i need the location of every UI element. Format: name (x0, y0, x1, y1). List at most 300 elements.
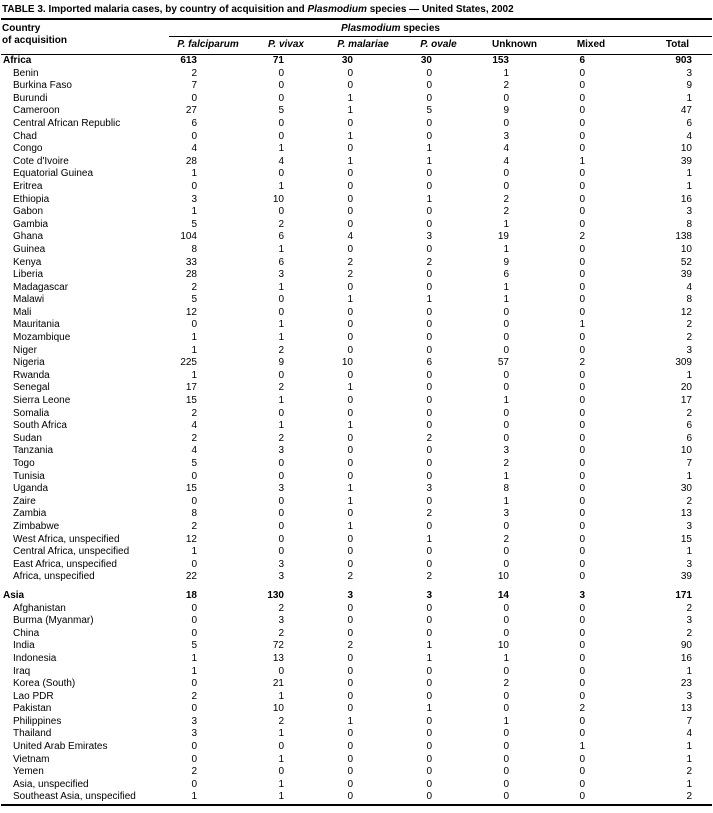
case-count-value: 0 (191, 678, 197, 690)
column-header-p-malariae: P. malariae (325, 37, 401, 55)
country-row (1, 332, 712, 345)
case-count-value: 20 (680, 382, 692, 394)
case-count-value: 0 (278, 458, 284, 469)
case-count-value: 10 (272, 703, 284, 715)
case-count-value: 1 (278, 281, 284, 293)
country-name: Burundi (13, 92, 48, 104)
case-count-value: 2 (503, 533, 509, 545)
case-count-value: 0 (278, 508, 284, 520)
case-count-value: 0 (278, 407, 284, 419)
case-count-value: 10 (497, 571, 509, 583)
country-name: China (13, 627, 40, 639)
case-count-value: 1 (191, 344, 197, 356)
case-count-value: 4 (686, 130, 692, 142)
country-name: Yemen (13, 766, 44, 778)
case-count-value: 1 (503, 495, 509, 507)
country-row (1, 653, 712, 666)
case-count-value: 0 (579, 766, 585, 778)
country-name: Vietnam (13, 753, 50, 765)
case-count-value: 0 (426, 470, 432, 482)
case-count-value: 4 (503, 155, 509, 167)
case-count-value: 1 (191, 546, 197, 558)
case-count-value: 0 (426, 67, 432, 79)
case-count-value: 0 (426, 306, 432, 318)
case-count-value: 21 (272, 678, 284, 690)
case-count-value: 138 (675, 231, 692, 243)
case-count-value: 0 (278, 369, 284, 381)
case-count-value: 5 (426, 105, 432, 117)
case-count-value: 3 (191, 728, 197, 740)
case-count-value: 0 (579, 168, 585, 180)
country-name: Benin (13, 67, 39, 79)
case-count-value: 0 (347, 602, 353, 614)
case-count-value: 0 (503, 741, 509, 753)
country-row (1, 521, 712, 534)
country-column-header (1, 19, 169, 55)
table-title-prefix: TABLE 3. Imported malaria cases, by country of acquisition and (2, 4, 308, 15)
case-count-value: 5 (191, 458, 197, 469)
case-count-value: 0 (278, 92, 284, 104)
country-row (1, 345, 712, 358)
case-count-value: 0 (579, 483, 585, 495)
case-count-value: 0 (191, 778, 197, 790)
case-count-value: 0 (503, 369, 509, 381)
case-count-value: 0 (426, 627, 432, 639)
case-count-value: 1 (278, 395, 284, 407)
case-count-value: 0 (579, 665, 585, 677)
case-count-value: 0 (191, 495, 197, 507)
case-count-value: 0 (579, 470, 585, 482)
case-count-value: 0 (426, 678, 432, 690)
case-count-value: 0 (503, 615, 509, 627)
case-count-value: 1 (347, 520, 353, 532)
region-total-value: 30 (341, 55, 353, 66)
country-name: Rwanda (13, 369, 50, 381)
case-count-value: 9 (503, 256, 509, 268)
case-count-value: 1 (503, 67, 509, 79)
region-total-value: 130 (267, 589, 284, 601)
region-total-value: 613 (180, 55, 197, 66)
case-count-value: 0 (347, 741, 353, 753)
country-row (1, 68, 712, 81)
case-count-value: 1 (347, 495, 353, 507)
case-count-value: 0 (347, 143, 353, 155)
case-count-value: 8 (686, 218, 692, 230)
case-count-value: 0 (579, 778, 585, 790)
country-row (1, 168, 712, 181)
case-count-value: 2 (579, 703, 585, 715)
case-count-value: 0 (191, 130, 197, 142)
case-count-value: 1 (347, 130, 353, 142)
country-name: Senegal (13, 382, 50, 394)
country-name: India (13, 640, 35, 652)
country-name: Congo (13, 143, 43, 155)
case-count-value: 0 (347, 319, 353, 331)
case-count-value: 1 (347, 382, 353, 394)
column-header-p-falciparum: P. falciparum (169, 37, 247, 55)
country-name: Southeast Asia, unspecified (13, 791, 136, 803)
case-count-value: 0 (191, 627, 197, 639)
case-count-value: 2 (426, 432, 432, 444)
case-count-value: 1 (686, 546, 692, 558)
case-count-value: 1 (191, 665, 197, 677)
case-count-value: 0 (579, 281, 585, 293)
case-count-value: 9 (686, 80, 692, 92)
case-count-value: 2 (686, 407, 692, 419)
case-count-value: 2 (503, 678, 509, 690)
case-count-value: 0 (503, 778, 509, 790)
case-count-value: 0 (191, 470, 197, 482)
case-count-value: 0 (426, 615, 432, 627)
case-count-value: 0 (426, 420, 432, 432)
case-count-value: 0 (426, 344, 432, 356)
case-count-value: 0 (579, 269, 585, 281)
case-count-value: 0 (579, 420, 585, 432)
case-count-value: 0 (579, 458, 585, 469)
country-row (1, 294, 712, 307)
case-count-value: 90 (680, 640, 692, 652)
case-count-value: 2 (191, 520, 197, 532)
country-row (1, 282, 712, 295)
case-count-value: 0 (191, 319, 197, 331)
case-count-value: 0 (579, 678, 585, 690)
case-count-value: 0 (579, 652, 585, 664)
country-row (1, 143, 712, 156)
case-count-value: 2 (686, 332, 692, 344)
case-count-value: 39 (680, 155, 692, 167)
case-count-value: 0 (278, 741, 284, 753)
case-count-value: 1 (278, 420, 284, 432)
case-count-value: 0 (191, 558, 197, 570)
case-count-value: 0 (347, 690, 353, 702)
case-count-value: 10 (497, 640, 509, 652)
case-count-value: 2 (191, 407, 197, 419)
case-count-value: 13 (680, 703, 692, 715)
case-count-value: 0 (579, 344, 585, 356)
case-count-value: 0 (347, 678, 353, 690)
case-count-value: 8 (191, 508, 197, 520)
case-count-value: 27 (185, 105, 197, 117)
column-header-unknown: Unknown (476, 37, 553, 55)
case-count-value: 0 (503, 117, 509, 129)
case-count-value: 3 (686, 690, 692, 702)
case-count-value: 1 (347, 105, 353, 117)
case-count-value: 0 (278, 533, 284, 545)
case-count-value: 2 (503, 206, 509, 218)
case-count-value: 0 (426, 168, 432, 180)
case-count-value: 0 (426, 458, 432, 469)
region-total-value: 3 (347, 589, 353, 601)
case-count-value: 2 (503, 458, 509, 469)
case-count-value: 0 (347, 458, 353, 469)
case-count-value: 3 (278, 483, 284, 495)
case-count-value: 2 (191, 766, 197, 778)
region-total-value: 14 (497, 589, 509, 601)
case-count-value: 0 (579, 294, 585, 306)
case-count-value: 0 (278, 546, 284, 558)
case-count-value: 8 (191, 243, 197, 255)
case-count-value: 2 (579, 231, 585, 243)
case-count-value: 0 (579, 332, 585, 344)
case-count-value: 1 (686, 753, 692, 765)
case-count-value: 10 (680, 445, 692, 457)
case-count-value: 1 (191, 168, 197, 180)
case-count-value: 2 (686, 602, 692, 614)
case-count-value: 0 (579, 369, 585, 381)
case-count-value: 0 (347, 508, 353, 520)
case-count-value: 1 (426, 652, 432, 664)
case-count-value: 15 (680, 533, 692, 545)
case-count-value: 2 (426, 508, 432, 520)
region-row (1, 584, 712, 603)
case-count-value: 2 (278, 344, 284, 356)
case-count-value: 0 (347, 344, 353, 356)
case-count-value: 0 (579, 728, 585, 740)
case-count-value: 0 (579, 495, 585, 507)
country-name: Pakistan (13, 703, 52, 715)
case-count-value: 0 (579, 130, 585, 142)
case-count-value: 0 (347, 281, 353, 293)
case-count-value: 0 (426, 269, 432, 281)
country-row (1, 703, 712, 716)
case-count-value: 16 (680, 193, 692, 205)
country-name: Niger (13, 344, 37, 356)
case-count-value: 3 (503, 130, 509, 142)
case-count-value: 0 (347, 218, 353, 230)
case-count-value: 9 (503, 105, 509, 117)
case-count-value: 0 (278, 766, 284, 778)
case-count-value: 2 (579, 357, 585, 369)
case-count-value: 0 (426, 180, 432, 192)
case-count-value: 0 (278, 470, 284, 482)
column-header-total: Total (629, 37, 712, 55)
case-count-value: 0 (347, 470, 353, 482)
case-count-value: 3 (686, 615, 692, 627)
case-count-value: 1 (347, 420, 353, 432)
case-count-value: 7 (191, 80, 197, 92)
case-count-value: 12 (185, 533, 197, 545)
case-count-value: 0 (579, 445, 585, 457)
case-count-value: 0 (278, 130, 284, 142)
case-count-value: 1 (347, 92, 353, 104)
country-row (1, 206, 712, 219)
case-count-value: 0 (579, 143, 585, 155)
case-count-value: 0 (503, 791, 509, 803)
case-count-value: 5 (191, 294, 197, 306)
case-count-value: 2 (347, 256, 353, 268)
country-row (1, 559, 712, 572)
case-count-value: 0 (278, 294, 284, 306)
case-count-value: 2 (278, 432, 284, 444)
case-count-value: 0 (347, 332, 353, 344)
case-count-value: 3 (686, 67, 692, 79)
case-count-value: 2 (191, 690, 197, 702)
case-count-value: 16 (680, 652, 692, 664)
country-name: United Arab Emirates (13, 741, 108, 753)
case-count-value: 5 (278, 105, 284, 117)
case-count-value: 0 (503, 420, 509, 432)
country-name: Madagascar (13, 281, 69, 293)
case-count-value: 0 (579, 180, 585, 192)
case-count-value: 0 (503, 703, 509, 715)
case-count-value: 5 (191, 640, 197, 652)
country-name: Burma (Myanmar) (13, 615, 94, 627)
country-row (1, 131, 712, 144)
case-count-value: 0 (426, 791, 432, 803)
case-count-value: 2 (686, 791, 692, 803)
case-count-value: 0 (579, 306, 585, 318)
case-count-value: 1 (347, 155, 353, 167)
case-count-value: 1 (426, 193, 432, 205)
plasmodium-species-group-header (169, 19, 712, 37)
country-row (1, 307, 712, 320)
case-count-value: 0 (426, 715, 432, 727)
case-count-value: 2 (426, 256, 432, 268)
country-row (1, 716, 712, 729)
case-count-value: 0 (579, 105, 585, 117)
case-count-value: 0 (426, 332, 432, 344)
case-count-value: 0 (503, 558, 509, 570)
case-count-value: 2 (686, 495, 692, 507)
case-count-value: 1 (191, 652, 197, 664)
case-count-value: 1 (278, 319, 284, 331)
case-count-value: 2 (503, 80, 509, 92)
table-title-species-italic: Plasmodium (307, 4, 367, 15)
case-count-value: 0 (347, 766, 353, 778)
case-count-value: 0 (579, 193, 585, 205)
case-count-value: 0 (191, 753, 197, 765)
country-row (1, 156, 712, 169)
case-count-value: 0 (347, 445, 353, 457)
case-count-value: 0 (426, 558, 432, 570)
case-count-value: 1 (347, 715, 353, 727)
case-count-value: 0 (426, 602, 432, 614)
case-count-value: 3 (278, 558, 284, 570)
country-row (1, 257, 712, 270)
country-name: Asia, unspecified (13, 778, 89, 790)
country-row (1, 408, 712, 421)
country-row (1, 319, 712, 332)
region-name: Asia (3, 589, 25, 601)
case-count-value: 0 (426, 369, 432, 381)
column-header-p-ovale: P. ovale (401, 37, 476, 55)
case-count-value: 3 (278, 571, 284, 583)
case-count-value: 10 (680, 143, 692, 155)
case-count-value: 0 (278, 168, 284, 180)
case-count-value: 2 (278, 382, 284, 394)
case-count-value: 39 (680, 571, 692, 583)
case-count-value: 0 (347, 652, 353, 664)
country-row (1, 691, 712, 704)
country-row (1, 471, 712, 484)
country-name: Chad (13, 130, 37, 142)
country-row (1, 382, 712, 395)
case-count-value: 0 (503, 306, 509, 318)
case-count-value: 0 (579, 206, 585, 218)
case-count-value: 3 (426, 483, 432, 495)
case-count-value: 2 (686, 627, 692, 639)
case-count-value: 52 (680, 256, 692, 268)
case-count-value: 2 (426, 571, 432, 583)
country-row (1, 741, 712, 754)
case-count-value: 22 (185, 571, 197, 583)
case-count-value: 8 (503, 483, 509, 495)
country-name: Cote d'Ivoire (13, 155, 69, 167)
spanner-row (1, 19, 712, 37)
case-count-value: 1 (579, 155, 585, 167)
case-count-value: 0 (347, 615, 353, 627)
country-row (1, 640, 712, 653)
case-count-value: 3 (686, 520, 692, 532)
case-count-value: 0 (579, 715, 585, 727)
region-total-value: 3 (579, 589, 585, 601)
table-body (1, 55, 712, 806)
country-row (1, 779, 712, 792)
case-count-value: 1 (426, 640, 432, 652)
case-count-value: 6 (686, 432, 692, 444)
country-row (1, 791, 712, 805)
case-count-value: 7 (686, 458, 692, 469)
country-name: Zimbabwe (13, 520, 60, 532)
case-count-value: 0 (503, 180, 509, 192)
case-count-value: 0 (278, 306, 284, 318)
case-count-value: 3 (278, 269, 284, 281)
case-count-value: 0 (426, 117, 432, 129)
table-title-suffix: species — United States, 2002 (366, 4, 514, 15)
case-count-value: 0 (278, 117, 284, 129)
case-count-value: 0 (191, 602, 197, 614)
case-count-value: 309 (675, 357, 692, 369)
case-count-value: 0 (347, 243, 353, 255)
case-count-value: 15 (185, 483, 197, 495)
case-count-value: 0 (347, 369, 353, 381)
case-count-value: 0 (426, 206, 432, 218)
case-count-value: 0 (426, 665, 432, 677)
case-count-value: 0 (426, 766, 432, 778)
country-name: Cameroon (13, 105, 60, 117)
case-count-value: 0 (579, 395, 585, 407)
case-count-value: 0 (503, 332, 509, 344)
case-count-value: 0 (347, 67, 353, 79)
case-count-value: 1 (686, 369, 692, 381)
case-count-value: 0 (426, 445, 432, 457)
country-name: Guinea (13, 243, 46, 255)
case-count-value: 1 (503, 294, 509, 306)
case-count-value: 0 (503, 690, 509, 702)
country-name: Zambia (13, 508, 47, 520)
case-count-value: 0 (278, 495, 284, 507)
country-row (1, 181, 712, 194)
species-group-rest: species (400, 23, 440, 34)
country-row (1, 357, 712, 370)
case-count-value: 0 (347, 432, 353, 444)
case-count-value: 1 (579, 741, 585, 753)
case-count-value: 1 (278, 791, 284, 803)
country-row (1, 534, 712, 547)
case-count-value: 0 (503, 432, 509, 444)
case-count-value: 0 (579, 92, 585, 104)
case-count-value: 0 (503, 546, 509, 558)
country-name: Lao PDR (13, 690, 54, 702)
case-count-value: 57 (497, 357, 509, 369)
country-name: Uganda (13, 483, 49, 495)
country-name: Mauritania (13, 319, 60, 331)
case-count-value: 0 (503, 382, 509, 394)
case-count-value: 1 (191, 791, 197, 803)
country-header-line1: Country (2, 23, 41, 34)
case-count-value: 0 (426, 281, 432, 293)
case-count-value: 0 (503, 602, 509, 614)
